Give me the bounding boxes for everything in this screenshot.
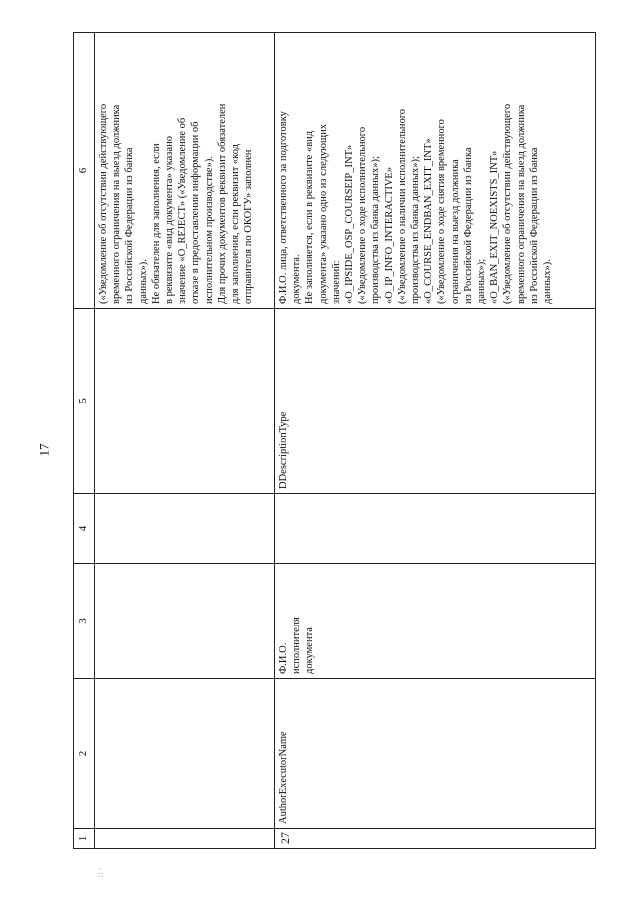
cont-line: исполнительном производстве»). bbox=[203, 156, 215, 304]
cont-line: значение «O_REJECT» («Уведомление об bbox=[177, 117, 189, 304]
cont-line: из Российской Федерации из банка bbox=[124, 147, 136, 304]
table-row-27 bbox=[275, 33, 596, 849]
note-line: Не заполняется, если в реквизите «вид bbox=[304, 130, 316, 304]
cont-line: Не обязателен для заполнения, если bbox=[150, 143, 162, 304]
cont-line: временного ограничения на выезд должника bbox=[111, 104, 123, 304]
header-col-6: 6 bbox=[74, 33, 95, 309]
note-line: из Российской Федерации из банка bbox=[462, 147, 474, 304]
note-line: («Уведомление о ходе снятия временного bbox=[436, 119, 448, 304]
header-col-3: 3 bbox=[74, 564, 95, 679]
note-line: значений: bbox=[330, 260, 342, 304]
cont-col-3 bbox=[95, 564, 275, 679]
note-line: данных»). bbox=[542, 259, 554, 304]
rotated-table bbox=[73, 33, 596, 849]
desc-line: Ф.И.О. bbox=[278, 642, 289, 674]
cont-col-4 bbox=[95, 494, 275, 564]
stray-mark: ∷ · bbox=[96, 867, 106, 878]
note-line: «O_COURSE_ENDBAN_EXIT_INT» bbox=[423, 138, 435, 304]
note-line: («Уведомление о ходе исполнительного bbox=[357, 126, 369, 304]
note-line: данных»); bbox=[476, 258, 488, 304]
requisites-table bbox=[73, 32, 596, 849]
note-line: Ф.И.О. лица, ответственного за подготовку bbox=[278, 111, 289, 304]
document-table-wrapper bbox=[73, 33, 596, 849]
cont-line: отказе в предоставлении информации об bbox=[190, 121, 202, 304]
note-line: документа» указано одно из следующих bbox=[317, 124, 329, 304]
header-col-4: 4 bbox=[74, 494, 95, 564]
note-line: («Уведомление об отсутствии действующего bbox=[502, 103, 514, 304]
cont-line: («Уведомление об отсутствии действующего bbox=[98, 103, 109, 304]
cont-col-5 bbox=[95, 309, 275, 494]
note-line: из Российской Федерации из банка bbox=[528, 147, 540, 304]
note-line: документа. bbox=[291, 254, 303, 304]
note-line: производства из банка данных»); bbox=[410, 156, 422, 304]
page-number: 17 bbox=[36, 443, 52, 457]
note-line: ограничения на выезд должника bbox=[449, 159, 461, 304]
desc-line: исполнителя bbox=[291, 617, 303, 674]
header-row bbox=[74, 33, 95, 849]
cont-line: данных»). bbox=[137, 259, 149, 304]
row27-description bbox=[275, 564, 596, 679]
table-row-continuation bbox=[95, 33, 275, 849]
row27-notes bbox=[275, 33, 596, 309]
cont-col-2 bbox=[95, 679, 275, 829]
desc-line: документа bbox=[304, 627, 316, 674]
cont-col-6 bbox=[95, 33, 275, 309]
note-line: «O_BAN_EXIT_NOEXISTS_INT» bbox=[489, 150, 501, 304]
cont-line: Для прочих документов реквизит обязателен bbox=[216, 103, 228, 304]
header-col-5: 5 bbox=[74, 309, 95, 494]
row27-col4 bbox=[275, 494, 596, 564]
header-col-1: 1 bbox=[74, 829, 95, 849]
note-line: временного ограничения на выезд должника bbox=[515, 104, 527, 304]
cont-col-1 bbox=[95, 829, 275, 849]
cont-line: для заполнения, если реквизит «код bbox=[230, 143, 242, 304]
cont-line: отправителя по ОКОГУ» заполнен bbox=[243, 149, 255, 304]
row27-number: 27 bbox=[275, 829, 596, 849]
note-line: («Уведомление о наличии исполнительного bbox=[396, 108, 408, 304]
cont-line: в реквизите «вид документа» указано bbox=[164, 136, 176, 304]
row27-type: DDescriptionType bbox=[275, 309, 596, 494]
header-col-2: 2 bbox=[74, 679, 95, 829]
note-line: «O_IPSIDE_OSP_COURSEIP_INT» bbox=[344, 144, 356, 304]
note-line: производства из банка данных»); bbox=[370, 156, 382, 304]
row27-field-name: AuthorExecutorName bbox=[275, 679, 596, 829]
note-line: «O_IP_INFO_INTERACTIVE» bbox=[383, 166, 395, 304]
